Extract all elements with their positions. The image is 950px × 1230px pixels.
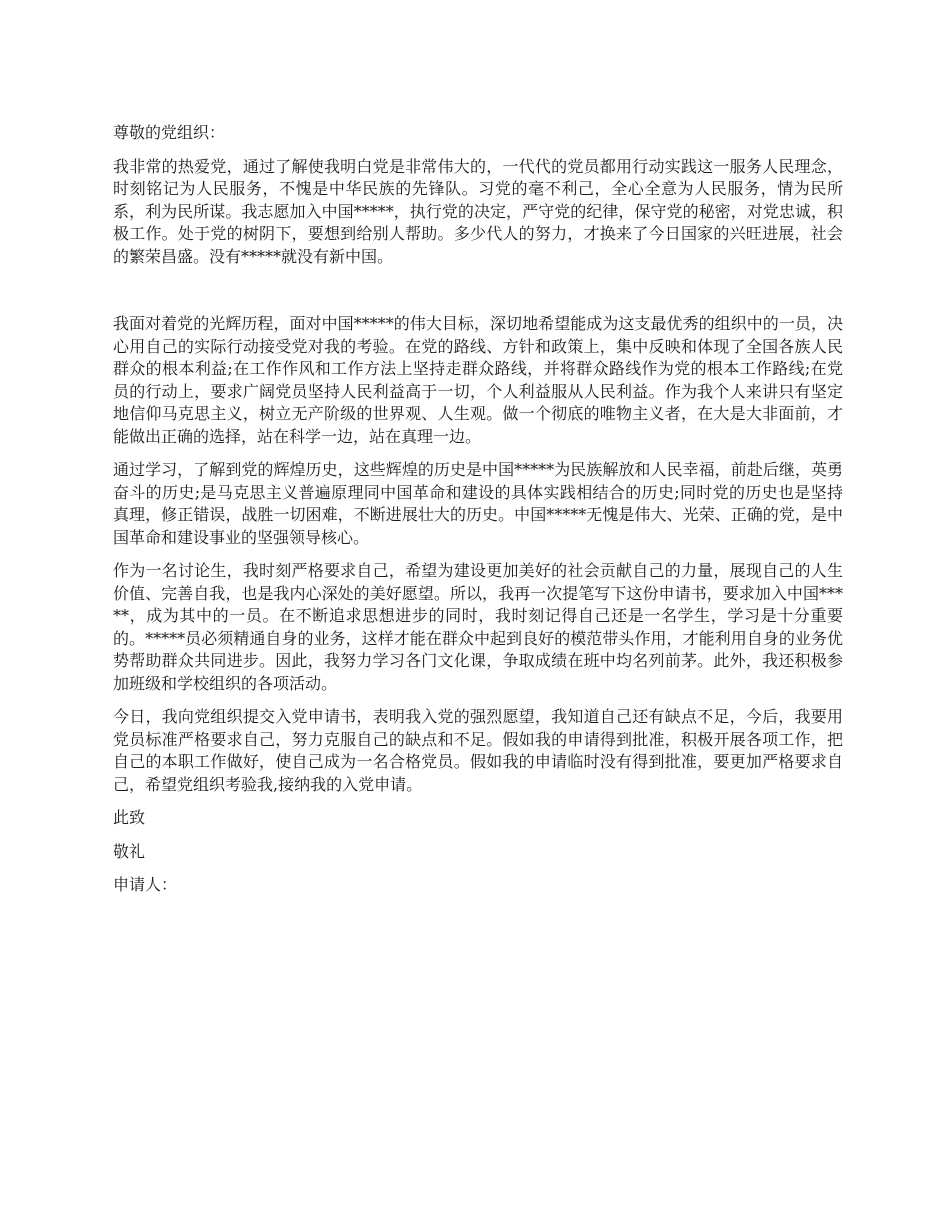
closing-salute: 敬礼 (113, 841, 146, 861)
letter-body (113, 122, 843, 908)
paragraph-4: 作为一名讨论生，我时刻严格要求自己，希望为建设更加美好的社会贡献自己的力量，展现自己的人生价值、完善自我，也是我内心深处的美好愿望。所以，我再一次提笔写下这份申请书，要求加入中国*****，成为其中的一员。在不断追求思想进步的同时，我时刻记得自己还是一名学生，学习是十分重要的。*****员必须精通自身的业务，这样才能在群众中起到良好的模范带头作用，才能利用自身的业务优势帮助群众共同进步。因此，我努力学习各门文化课，争取成绩在班中均名列前茅。此外，我还积极参加班级和学校组织的各项活动。 (113, 561, 843, 693)
paragraph-1: 我非常的热爱党，通过了解使我明白党是非常伟大的，一代代的党员都用行动实践这一服务人民理念，时刻铭记为人民服务，不愧是中华民族的先锋队。习党的毫不利己，全心全意为人民服务，情为民所系，利为民所谋。我志愿加入中国*****，执行党的决定，严守党的纪律，保守党的秘密，对党忠诚，积极工作。处于党的树阴下，要想到给别人帮助。多少代人的努力，才换来了今日国家的兴旺进展，社会的繁荣昌盛。没有*****就没有新中国。 (113, 156, 843, 266)
paragraph-2: 我面对着党的光辉历程，面对中国*****的伟大目标，深切地希望能成为这支最优秀的组织中的一员，决心用自己的实际行动接受党对我的考验。在党的路线、方针和政策上，集中反映和体现了全国各族人民群众的根本利益;在工作作风和工作方法上坚持走群众路线，并将群众路线作为党的根本工作路线;在党员的行动上，要求广阔党员坚持人民利益高于一切，个人利益服从人民利益。作为我个人来讲只有坚定地信仰马克思主义，树立无产阶级的世界观、人生观。做一个彻底的唯物主义者，在大是大非面前，才能做出正确的选择，站在科学一边，站在真理一边。 (113, 314, 843, 446)
paragraph-5: 今日，我向党组织提交入党申请书，表明我入党的强烈愿望，我知道自己还有缺点不足，今后，我要用党员标准严格要求自己，努力克服自己的缺点和不足。假如我的申请得到批准，积极开展各项工作，把自己的本职工作做好，使自己成为一名合格党员。假如我的申请临时没有得到批准，要更加严格要求自己，希望党组织考验我,接纳我的入党申请。 (113, 707, 843, 794)
paragraph-spacer (113, 279, 843, 313)
paragraph-3: 通过学习，了解到党的辉煌历史，这些辉煌的历史是中国*****为民族解放和人民幸福，前赴后继，英勇奋斗的历史;是马克思主义普遍原理同中国革命和建设的具体实践相结合的历史;同时党的历史也是坚持真理，修正错误，战胜一切困难，不断进展壮大的历史。中国*****无愧是伟大、光荣、正确的党，是中国革命和建设事业的坚强领导核心。 (113, 460, 843, 547)
salutation: 尊敬的党组织： (113, 123, 226, 142)
signature-label: 申请人： (113, 875, 178, 894)
closing-greeting: 此致 (113, 808, 146, 827)
